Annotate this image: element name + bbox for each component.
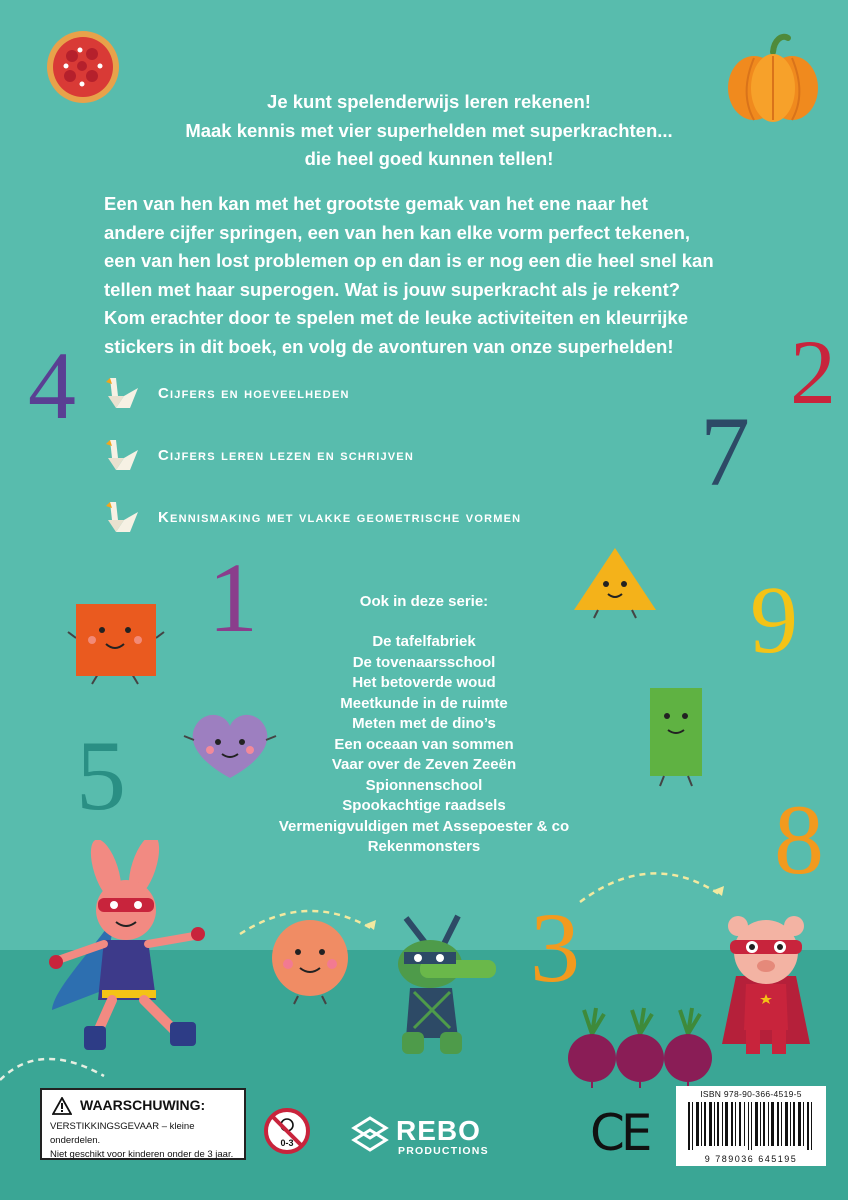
origami-swan-icon — [104, 374, 142, 412]
triangle-character-illustration — [568, 544, 662, 620]
beets-illustration — [566, 1004, 716, 1088]
square-character-illustration — [62, 598, 170, 690]
feature-label: Cijfers en hoeveelheden — [158, 384, 350, 402]
decorative-number-9: 9 — [750, 566, 798, 673]
feature-label: Cijfers leren lezen en schrijven — [158, 446, 414, 464]
series-item: Vermenigvuldigen met Assepoester & co — [278, 817, 570, 835]
publisher-subtitle: PRODUCTIONS — [398, 1145, 489, 1157]
isbn-barcode — [676, 1086, 826, 1166]
rectangle-character-illustration — [640, 684, 712, 788]
decorative-number-8: 8 — [774, 784, 824, 895]
rebo-logo-icon — [350, 1114, 390, 1158]
choking-warning-label — [40, 1088, 246, 1160]
series-item: De tovenaarsschool — [352, 653, 496, 671]
warning-line: VERSTIKKINGSGEVAAR – kleine onderdelen. — [50, 1121, 195, 1146]
barcode-bars — [686, 1102, 816, 1150]
series-item: Rekenmonsters — [367, 838, 481, 855]
circle-character-illustration — [262, 912, 358, 1008]
age-restriction-icon — [264, 1108, 310, 1154]
series-item: Spookachtige raadsels — [342, 797, 506, 814]
feature-list — [104, 362, 521, 548]
series-title: Ook in deze serie: — [359, 593, 489, 610]
paragraph-line: een van hen lost problemen op en dan is er nog een die heel snel kan — [104, 250, 714, 271]
decorative-number-1: 1 — [208, 542, 258, 653]
series-item: Meten met de dino’s — [352, 715, 496, 732]
bunny-hero-illustration — [44, 840, 214, 1060]
warning-title: WAARSCHUWING: — [80, 1097, 206, 1113]
isbn-text: ISBN 978-90-366-4519-5 — [700, 1089, 802, 1099]
warning-triangle-icon — [52, 1097, 72, 1115]
dashed-arc-right — [574, 862, 730, 908]
decorative-number-4: 4 — [28, 332, 76, 439]
warning-line: Niet geschikt voor kinderen onder de 3 jaar. — [50, 1149, 234, 1160]
series-item: Vaar over de Zeven Zeeën — [331, 756, 517, 773]
paragraph-line: Kom erachter door te spelen met de leuke activiteiten en kleurrijke — [104, 307, 688, 328]
ce-mark: CE — [590, 1104, 649, 1162]
pig-hero-illustration — [716, 912, 816, 1062]
feature-item — [104, 362, 521, 424]
origami-swan-icon — [104, 436, 142, 474]
publisher-name: REBO — [396, 1115, 481, 1146]
series-item: Het betoverde woud — [352, 674, 496, 691]
series-item: De tafelfabriek — [372, 633, 476, 650]
intro-line: Maak kennis met vier superhelden met superkrachten... — [185, 119, 673, 141]
series-item: Een oceaan van sommen — [334, 735, 514, 753]
heart-character-illustration — [180, 708, 280, 784]
feature-item — [104, 424, 521, 486]
series-item: Meetkunde in de ruimte — [340, 694, 508, 712]
intro-line: die heel goed kunnen tellen! — [304, 148, 554, 169]
decorative-number-5: 5 — [76, 720, 126, 831]
description-paragraph — [104, 190, 764, 361]
paragraph-line: Een van hen kan met het grootste gemak van het ene naar het — [104, 193, 648, 214]
series-item: Spionnenschool — [365, 776, 483, 794]
crocodile-hero-illustration — [380, 908, 500, 1060]
paragraph-line: andere cijfer springen, een van hen kan elke vorm perfect tekenen, — [104, 221, 691, 243]
decorative-number-3: 3 — [530, 892, 580, 1003]
decorative-number-2: 2 — [790, 321, 836, 423]
barcode-digits: 9 789036 645195 — [704, 1154, 798, 1164]
origami-swan-icon — [104, 498, 142, 536]
paragraph-line: stickers in dit boek, en volg de avonturen van onze superhelden! — [104, 335, 674, 357]
paragraph-line: tellen met haar superogen. Wat is jouw superkracht als je rekent? — [104, 278, 681, 300]
decorative-number-7: 7 — [700, 396, 750, 507]
feature-item — [104, 486, 521, 548]
age-label: 0-3 — [280, 1138, 294, 1148]
intro-line: Je kunt spelenderwijs leren rekenen! — [267, 91, 591, 112]
feature-label: Kennismaking met vlakke geometrische vormen — [158, 508, 522, 526]
intro-text — [104, 88, 754, 174]
